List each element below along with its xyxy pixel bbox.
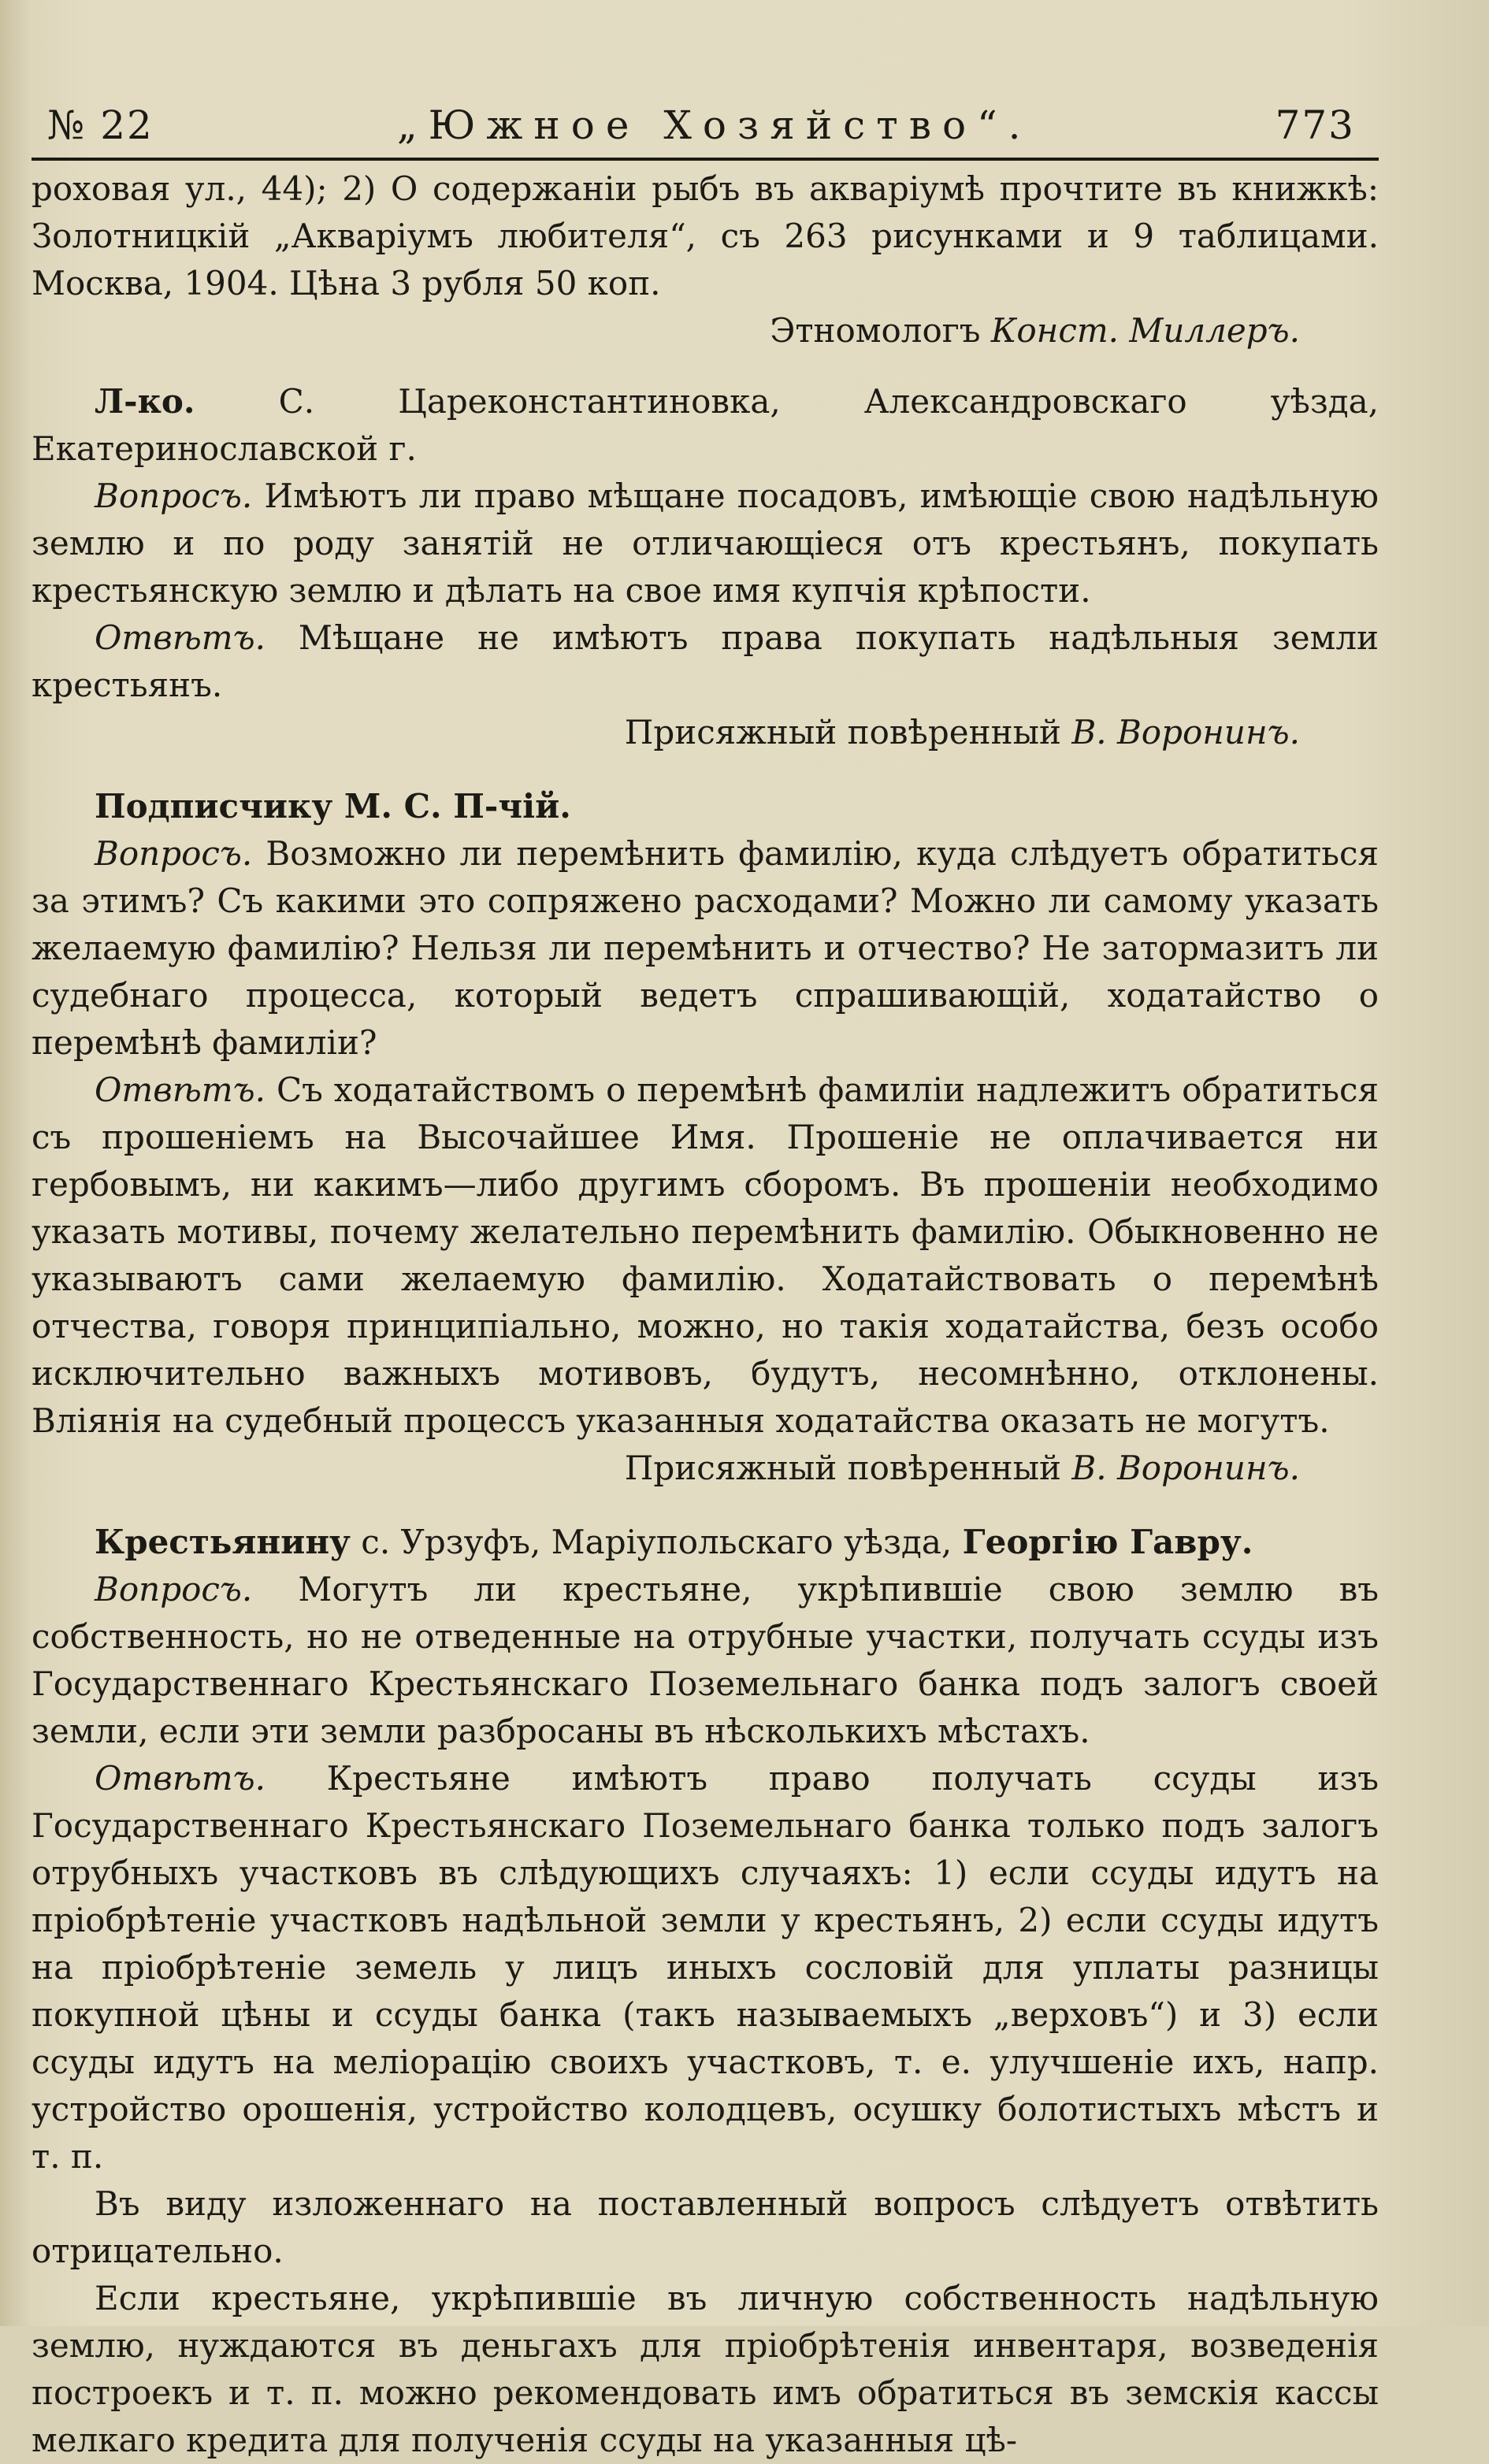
signature-name: В. Воронинъ. <box>1071 1449 1300 1487</box>
section-gap <box>32 756 1379 783</box>
answer-label: Отвѣтъ. <box>95 1071 265 1109</box>
addressee-title: Крестьянину <box>95 1523 351 1561</box>
answer-paragraph <box>32 1755 1379 2180</box>
question-label: Вопросъ. <box>95 477 253 515</box>
continued-paragraph: роховая ул., 44); 2) О содержанiи рыбъ въ акварiумѣ прочтите въ книжкѣ: Золотницкiй „Акварiумъ любителя“, съ 263 рисунками и 9 таблицами. Москва, 1904. Цѣна 3 рубля 50 коп. <box>32 169 1379 302</box>
article-body <box>32 165 1379 2464</box>
question-label: Вопросъ. <box>95 1570 253 1609</box>
signature <box>32 1445 1379 1492</box>
signature-role: Этномологъ <box>770 311 981 350</box>
answer-paragraph <box>32 614 1379 709</box>
question-paragraph <box>32 1566 1379 1755</box>
addressee-location: с. Урзуфъ, Марiупольскаго уѣзда, <box>350 1523 963 1561</box>
answer-paragraph-2: Въ виду изложеннаго на поставленный вопросъ слѣдуетъ отвѣтить отрицательно. <box>32 2184 1379 2270</box>
answer-label: Отвѣтъ. <box>95 1759 265 1798</box>
issue-number: № 22 <box>47 102 154 148</box>
answer-paragraph-3: Если крестьяне, укрѣпившiе въ личную собственность надѣльную землю, нуждаются въ деньгахъ для прiобрѣтенiя инвентаря, возведенiя построекъ и т. п. можно рекомендовать имъ обратиться въ земскiя кассы мелкаго кредита для полученiя ссуды на указанныя цѣ- <box>32 2279 1379 2459</box>
answer-label: Отвѣтъ. <box>95 618 265 657</box>
section-gap <box>32 1492 1379 1519</box>
question-text: Могутъ ли крестьяне, укрѣпившiе свою землю въ собственность, но не отведенные на отрубные участки, получать ссуды изъ Государственнаго Крестьянскаго Поземельнаго банка подъ залогъ своей земли, если эти земли разбросаны въ нѣсколькихъ мѣстахъ. <box>32 1570 1379 1750</box>
signature <box>32 709 1379 756</box>
signature-name: В. Воронинъ. <box>1071 713 1300 751</box>
signature <box>32 307 1379 354</box>
answer-text: Крестьяне имѣютъ право получать ссуды изъ Государственнаго Крестьянскаго Поземельнаго банка только подъ залогъ отрубныхъ участковъ въ слѣдующихъ случаяхъ: 1) если ссуды идутъ на прiобрѣтенiе участковъ надѣльной земли у крестьянъ, 2) если ссуды идутъ на прiобрѣтенiе земель у лицъ иныхъ сословiй для уплаты разницы покупной цѣны и ссуды банка (такъ называемыхъ „верховъ“) и 3) если ссуды идутъ на мелiорацiю своихъ участковъ, т. е. улучшенiе ихъ, напр. устройство орошенiя, устройство колодцевъ, осушку болотистыхъ мѣстъ и т. п. <box>32 1759 1379 2176</box>
question-text: Возможно ли перемѣнить фамилiю, куда слѣдуетъ обратиться за этимъ? Съ какими это сопряжено расходами? Можно ли самому указать желаемую фамилiю? Нельзя ли перемѣнить и отчество? Не затормазитъ ли судебнаго процесса, который ведетъ спрашивающiй, ходатайство о перемѣнѣ фамилiи? <box>32 834 1379 1062</box>
page-number: 773 <box>1275 102 1355 148</box>
answer-paragraph <box>32 1067 1379 1445</box>
signature-role: Присяжный повѣренный <box>624 713 1062 751</box>
question-paragraph <box>32 830 1379 1067</box>
section-heading <box>32 783 1379 830</box>
running-header <box>32 102 1379 161</box>
answer-text: Мѣщане не имѣютъ права покупать надѣльныя земли крестьянъ. <box>32 618 1379 704</box>
journal-title: „Южное Хозяйство“. <box>396 102 1032 148</box>
question-label: Вопросъ. <box>95 834 253 873</box>
addressee-name: Л-ко. <box>95 382 195 421</box>
section-heading <box>32 1519 1379 1566</box>
question-text: Имѣютъ ли право мѣщане посадовъ, имѣющiе свою надѣльную землю и по роду занятiй не отличающiеся отъ крестьянъ, покупать крестьянскую землю и дѣлать на свое имя купчiя крѣпости. <box>32 477 1379 610</box>
addressee-name: Георгiю Гавру. <box>962 1523 1253 1561</box>
section-heading <box>32 378 1379 473</box>
addressee-name: Подписчику М. С. П-чiй. <box>95 787 571 826</box>
signature-role: Присяжный повѣренный <box>624 1449 1062 1487</box>
signature-name: Конст. Миллеръ. <box>990 311 1300 350</box>
answer-text: Съ ходатайствомъ о перемѣнѣ фамилiи надлежитъ обратиться съ прошенiемъ на Высочайшее Имя. Прошенiе не оплачивается ни гербовымъ, ни какимъ—либо другимъ сборомъ. Въ прошенiи необходимо указать мотивы, почему желательно перемѣнить фамилiю. Обыкновенно не указываютъ сами желаемую фамилiю. Ходатайствовать о перемѣнѣ отчества, говоря принципiально, можно, но такiя ходатайства, безъ особо исключительно важныхъ мотивовъ, будутъ, несомнѣнно, отклонены. Влiянiя на судебный процессъ указанныя ходатайства оказать не могутъ. <box>32 1071 1379 1440</box>
question-paragraph <box>32 473 1379 614</box>
addressee-location: С. Цареконстантиновка, Александровскаго уѣзда, Екатеринославской г. <box>32 382 1379 468</box>
